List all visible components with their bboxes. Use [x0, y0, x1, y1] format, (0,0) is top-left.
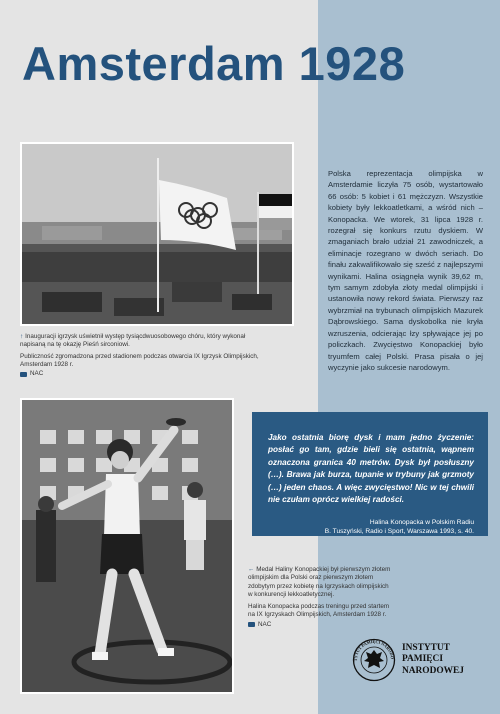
quote-source: Halina Konopacka w Polskim Radiu B. Tuszyński, Radio i Sport, Warszawa 1993, s. 40. — [324, 519, 474, 536]
ipn-logo — [352, 638, 464, 682]
svg-text:INSTYTUT PAMIĘCI NARODOWEJ: TYTUT PAMIĘCI NARODO — [352, 638, 396, 662]
photo-stadium-opening — [20, 142, 294, 326]
photo2-caption-block — [248, 566, 468, 629]
photo1-description: Publiczność zgromadzona przed stadionem podczas otwarcia IX Igrzysk Olimpijskich, Amsterdam 1928 r. — [20, 352, 259, 368]
camera-icon — [248, 622, 255, 627]
stadium-photo-illustration — [22, 144, 292, 324]
photo1-caption: ↑ Inauguracji igrzysk uświetnił występ tysiącdwuosobowego chóru, który wykonał napisaną na tę okazję Pieśń sirconiowi. — [20, 333, 246, 349]
photo2-source: NAC — [248, 621, 468, 629]
photo-konopacka-training — [20, 398, 234, 694]
photo1-source: NAC — [20, 370, 310, 378]
camera-icon — [20, 372, 27, 377]
quote-text: Jako ostatnia biorę dysk i mam jedno życzenie: posłać go tam, gdzie bieli się ostatnia, wąpnem oznaczona granica 40 metrów. Dysk był posłuszny (…). Brawa jak burza, tupanie w trybuny jak grzmoty (…) jeden chaos. A więc zwycięstwo! Nic w tej chwili nie czułam oprócz wielkiej radości. — [268, 433, 474, 505]
ipn-logo-text: INSTYTUT PAMIĘCI NARODOWEJ — [402, 642, 464, 676]
arrow-up-icon: ↑ — [20, 333, 24, 340]
photo2-description: Halina Konopacka podczas treningu przed startem na IX Igrzyskach Olimpijskich, Amsterdam 1928 r. — [248, 603, 390, 619]
training-photo-illustration — [22, 400, 232, 692]
arrow-left-icon: ← — [248, 566, 255, 573]
quote-box — [252, 412, 488, 536]
ipn-seal-icon — [352, 638, 396, 682]
page-title: Amsterdam 1928 — [22, 37, 406, 90]
main-article-text: Polska reprezentacja olimpijska w Amsterdamie liczyła 75 osób, wystartowało 66 osób: 5 kobiet i 61 mężczyzn. Wszystkie kobiety były lekkoatletkami, a wśród nich – Konopacka. We wtorek, 31 lipca 1928 r. rozegrał się konkurs rzutu dyskiem. W zmaganiach brało udział 21 zawodniczek, a eliminacje rozegrano w dwóch seriach. Do finału zakwalifikowało się sześć z najlepszymi wynikami. Halina osiągnęła wynik 39,62 m, tym samym zdobyła złoty medal olimpijski i ustanowiła nowy rekord świata. Pierwszy raz wybrzmiał na trybunach olimpijskich Mazurek Dąbrowskiego. Sama dyskobolka nie kryła wzruszenia, odcierając łzy spływające jej po policzkach. Zwycięstwo Konopackiej było tryumfem całej Polski. Prasa pisała o jej wyczynie jako sukcesie narodowym. — [328, 169, 483, 372]
photo2-caption: ← Medal Haliny Konopackiej był pierwszym złotem olimpijskim dla Polski oraz pierwszym złotem zdobytym przez kobietę na Igrzyskach olimpijskich w konkurencji lekkoatletycznej. — [248, 566, 391, 598]
photo1-caption-block — [20, 333, 310, 378]
